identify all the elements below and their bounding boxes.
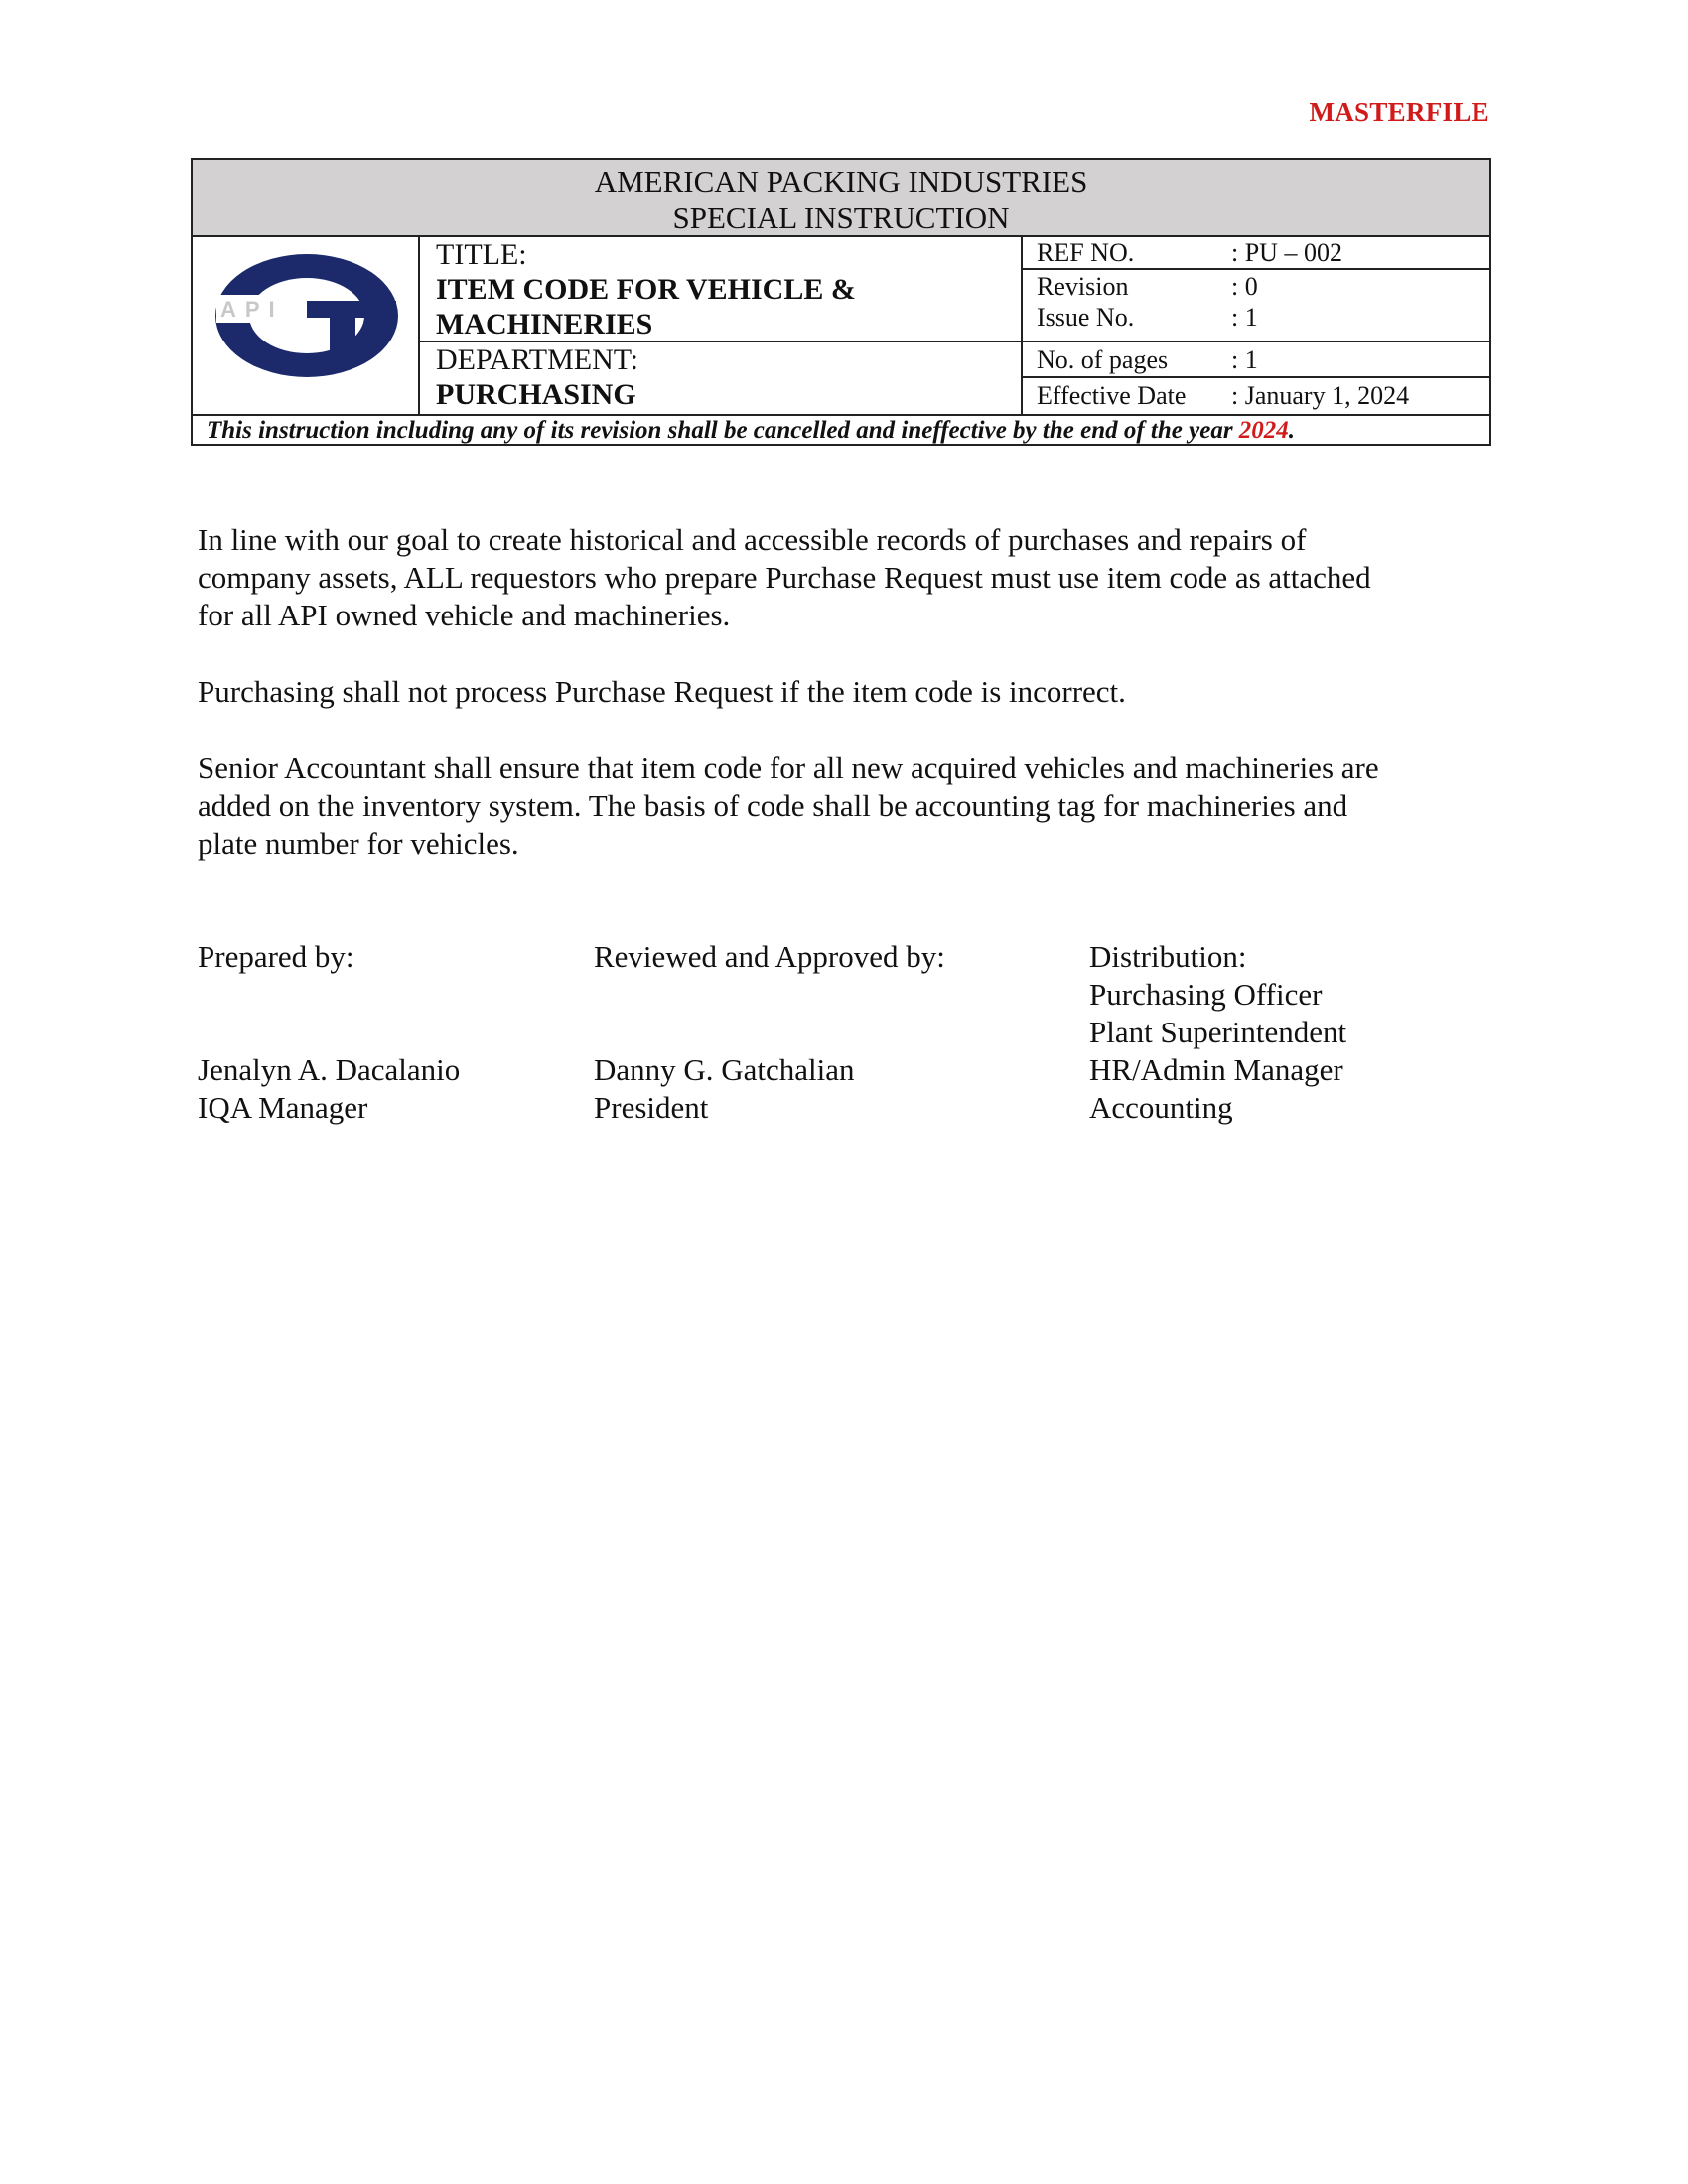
distribution-item: Plant Superintendent [1089, 1015, 1347, 1049]
title-label: TITLE: [436, 238, 527, 271]
issue-label: Issue No. [1037, 303, 1135, 332]
instruction-body [198, 521, 1488, 901]
title-cell [420, 237, 1023, 342]
pages-value: : 1 [1231, 345, 1258, 374]
disclaimer-end: . [1288, 417, 1296, 444]
effective-date-label: Effective Date [1037, 381, 1187, 410]
prepared-by-name: Jenalyn A. Dacalanio [198, 1052, 461, 1087]
approved-by-name: Danny G. Gatchalian [594, 1052, 855, 1087]
disclaimer-text: This instruction including any of its revision shall be cancelled and ineffective by the end of the year [207, 417, 1239, 444]
distribution-item: HR/Admin Manager [1089, 1052, 1343, 1087]
paragraph-3-line-2: added on the inventory system. The basis of code shall be accounting tag for machineries and [198, 788, 1348, 823]
revision-value: : 0 [1231, 272, 1258, 301]
distribution-label: Distribution: [1089, 939, 1247, 974]
approved-by-title: President [594, 1090, 709, 1125]
effective-date-row [1023, 378, 1489, 414]
paragraph-3 [198, 750, 1488, 863]
ref-no-value: : PU – 002 [1231, 238, 1342, 267]
revision-label: Revision [1037, 272, 1129, 301]
disclaimer-year: 2024 [1238, 417, 1289, 444]
department-label: DEPARTMENT: [436, 343, 638, 376]
paragraph-1-line-3: for all API owned vehicle and machineries. [198, 598, 731, 632]
svg-text:API: API [220, 297, 284, 322]
header-banner [193, 160, 1489, 237]
document-header-table [191, 158, 1491, 446]
revision-row [1023, 270, 1489, 342]
paragraph-3-line-3: plate number for vehicles. [198, 826, 519, 861]
ref-no-row [1023, 237, 1489, 270]
pages-row [1023, 342, 1489, 378]
issue-value: : 1 [1231, 303, 1258, 332]
approved-by-label: Reviewed and Approved by: [594, 939, 945, 974]
effective-date-value: : January 1, 2024 [1231, 381, 1410, 410]
prepared-by-label: Prepared by: [198, 939, 354, 974]
company-name: AMERICAN PACKING INDUSTRIES [594, 164, 1088, 199]
document-type: SPECIAL INSTRUCTION [672, 201, 1010, 235]
logo-cell [193, 237, 420, 414]
paragraph-2: Purchasing shall not process Purchase Request if the item code is incorrect. [198, 674, 1126, 709]
approved-by-block [594, 938, 945, 1127]
paragraph-1 [198, 521, 1488, 634]
api-logo [212, 251, 401, 380]
title-line-2: MACHINERIES [436, 308, 653, 341]
masterfile-stamp: MASTERFILE [1309, 97, 1489, 127]
disclaimer [193, 414, 1489, 444]
prepared-by-title: IQA Manager [198, 1090, 368, 1125]
distribution-item: Purchasing Officer [1089, 977, 1323, 1012]
pages-label: No. of pages [1037, 345, 1169, 374]
prepared-by-block [198, 938, 460, 1127]
paragraph-1-line-1: In line with our goal to create historical and accessible records of purchases and repairs of [198, 522, 1307, 557]
title-line-1: ITEM CODE FOR VEHICLE & [436, 273, 856, 306]
ref-no-label: REF NO. [1037, 238, 1135, 267]
paragraph-1-line-2: company assets, ALL requestors who prepare Purchase Request must use item code as attached [198, 560, 1371, 595]
distribution-item: Accounting [1089, 1090, 1233, 1125]
department-cell [420, 342, 1023, 414]
department-value: PURCHASING [436, 378, 636, 411]
distribution-block [1089, 938, 1346, 1127]
paragraph-3-line-1: Senior Accountant shall ensure that item code for all new acquired vehicles and machineries are [198, 751, 1379, 785]
